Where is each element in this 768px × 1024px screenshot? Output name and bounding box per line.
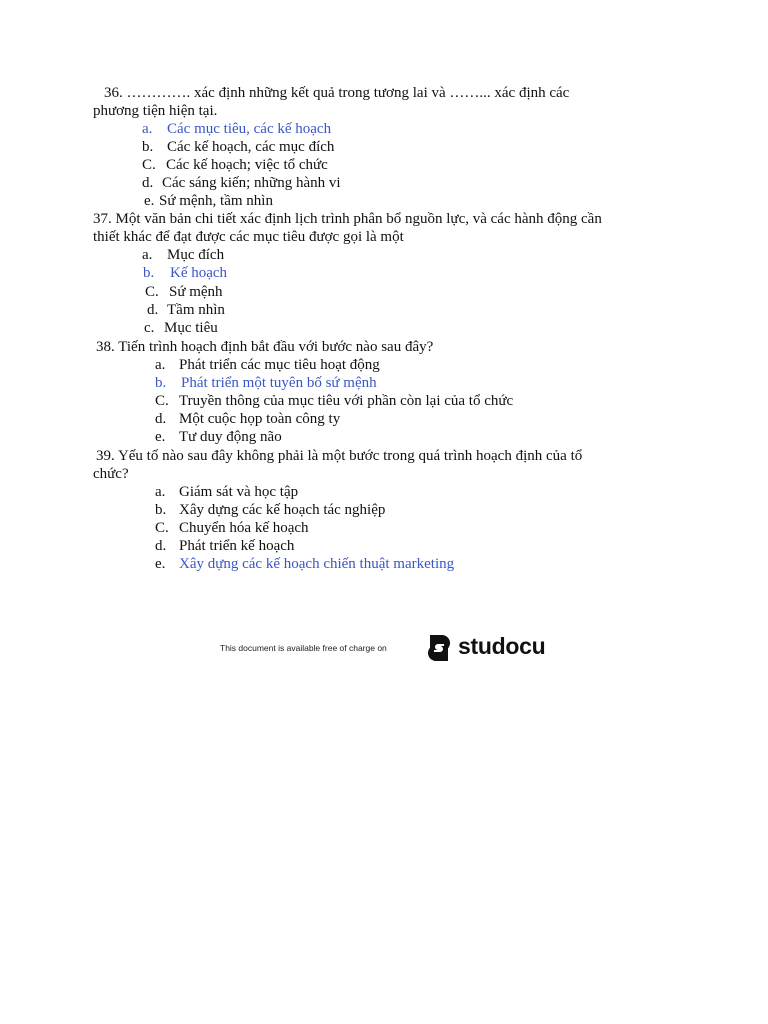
question-36-line-2: phương tiện hiện tại.: [93, 103, 218, 119]
question-39-line-1: 39. Yếu tố nào sau đây không phải là một bước trong quá trình hoạch định của tổ: [96, 448, 583, 464]
option-letter: e.: [144, 193, 155, 209]
option-letter: C.: [155, 520, 169, 536]
question-38-line-1: 38. Tiến trình hoạch định bắt đầu với bước nào sau đây?: [96, 339, 434, 355]
option-letter: C.: [145, 284, 159, 300]
option-text: Phát triển kế hoạch: [179, 538, 295, 554]
option-text: Mục đích: [167, 247, 225, 263]
option-letter: a.: [142, 121, 153, 137]
question-36-option-c: [142, 156, 328, 174]
question-39-option-b: [155, 501, 385, 519]
question-36-option-b: [142, 138, 334, 156]
question-36-line-1: 36. …………. xác định những kết quả trong tương lai và ……... xác định các: [104, 85, 570, 101]
question-39-line-2: chức?: [93, 466, 129, 482]
option-text: Chuyển hóa kế hoạch: [179, 520, 309, 536]
option-letter: e.: [155, 556, 166, 572]
question-36-option-d: [142, 174, 341, 192]
option-text: Tư duy động não: [179, 429, 282, 445]
option-text: Kế hoạch: [170, 265, 228, 281]
question-39-option-d: [155, 537, 294, 555]
studocu-footer: [220, 628, 560, 668]
question-37-line-2: thiết khác để đạt được các mục tiêu được gọi là một: [93, 229, 404, 245]
question-38-option-b: [155, 374, 377, 392]
option-letter: C.: [155, 393, 169, 409]
option-text: Sứ mệnh, tầm nhìn: [159, 193, 273, 209]
question-36-option-e: [144, 192, 273, 210]
option-text: Các mục tiêu, các kế hoạch: [167, 121, 332, 137]
option-letter: C.: [142, 157, 156, 173]
option-text: Các sáng kiến; những hành vi: [162, 175, 341, 191]
option-letter: d.: [142, 175, 154, 191]
option-letter: b.: [142, 139, 154, 155]
option-letter: a.: [155, 484, 166, 500]
option-text: Tầm nhìn: [167, 302, 225, 318]
question-37-line-1: 37. Một văn bản chi tiết xác định lịch trình phân bổ nguồn lực, và các hành động cần: [93, 211, 602, 227]
option-letter: d.: [155, 538, 167, 554]
option-text: Xây dựng các kế hoạch chiến thuật marketing: [179, 556, 455, 572]
question-38-option-d: [155, 410, 340, 428]
question-38-option-c: [155, 392, 513, 410]
option-letter: a.: [142, 247, 153, 263]
question-39-option-a: [155, 483, 298, 501]
option-text: Một cuộc họp toàn công ty: [179, 411, 341, 427]
question-37-option-a: [142, 246, 224, 264]
option-text: Phát triển một tuyên bố sứ mệnh: [181, 375, 377, 391]
option-letter: c.: [144, 320, 155, 336]
option-letter: d.: [155, 411, 167, 427]
footer-text: This document is available free of charge on: [220, 643, 387, 653]
question-37-option-d: [147, 301, 225, 319]
question-39-option-c: [155, 519, 309, 537]
question-37-option-b: [143, 264, 227, 282]
option-letter: b.: [155, 502, 167, 518]
option-letter: a.: [155, 357, 166, 373]
question-39-option-e: [155, 555, 454, 573]
option-letter: b.: [143, 265, 155, 281]
option-letter: d.: [147, 302, 159, 318]
question-37-option-c: [145, 283, 223, 301]
studocu-logo-icon: [424, 632, 454, 664]
question-38-option-e: [155, 428, 282, 446]
option-text: Phát triển các mục tiêu hoạt động: [179, 357, 380, 373]
option-text: Giám sát và học tập: [179, 484, 299, 500]
option-text: Truyền thông của mục tiêu với phần còn lại của tổ chức: [179, 393, 514, 409]
option-text: Các kế hoạch, các mục đích: [167, 139, 335, 155]
option-text: Các kế hoạch; việc tổ chức: [166, 157, 328, 173]
option-text: Xây dựng các kế hoạch tác nghiệp: [179, 502, 386, 518]
question-37-option-e: [144, 319, 218, 337]
option-text: Sứ mệnh: [169, 284, 223, 300]
studocu-logo-text[interactable]: studocu: [458, 633, 546, 659]
question-36-option-a: [142, 120, 331, 138]
option-text: Mục tiêu: [164, 320, 218, 336]
question-38-option-a: [155, 356, 380, 374]
option-letter: b.: [155, 375, 167, 391]
option-letter: e.: [155, 429, 166, 445]
